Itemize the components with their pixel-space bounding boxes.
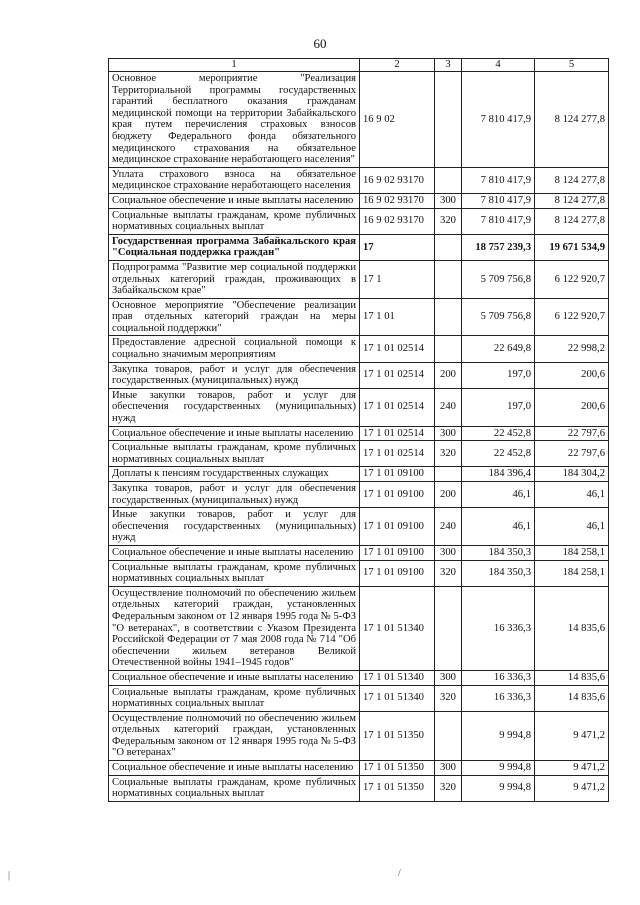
row-amount-cell: 8 124 277,8 [535, 167, 609, 193]
row-name-cell: Основное мероприятие "Обеспечение реализации прав отдельных категорий граждан на меры социальной поддержки" [109, 298, 360, 336]
row-name-cell: Социальное обеспечение и иные выплаты населению [109, 426, 360, 441]
row-code-cell: 17 1 01 51340 [360, 670, 435, 685]
row-code-cell: 17 1 01 02514 [360, 388, 435, 426]
table-row [109, 670, 609, 685]
row-expense-type-cell [435, 72, 462, 168]
table-row [109, 545, 609, 560]
table-row [109, 193, 609, 208]
table-row [109, 761, 609, 776]
table-row [109, 711, 609, 760]
row-amount-cell: 9 471,2 [535, 761, 609, 776]
row-expense-type-cell [435, 711, 462, 760]
row-amount-cell: 184 304,2 [535, 467, 609, 482]
row-name-cell: Социальные выплаты гражданам, кроме публичных нормативных социальных выплат [109, 441, 360, 467]
row-name-cell: Доплаты к пенсиям государственных служащих [109, 467, 360, 482]
row-code-cell: 17 1 01 09100 [360, 545, 435, 560]
row-amount-cell: 200,6 [535, 362, 609, 388]
row-name-cell: Социальные выплаты гражданам, кроме публичных нормативных социальных выплат [109, 208, 360, 234]
row-amount-cell: 7 810 417,9 [462, 193, 535, 208]
row-amount-cell: 6 122 920,7 [535, 260, 609, 298]
row-expense-type-cell [435, 336, 462, 362]
row-code-cell: 17 1 01 51350 [360, 711, 435, 760]
row-amount-cell: 184 396,4 [462, 467, 535, 482]
row-amount-cell: 5 709 756,8 [462, 298, 535, 336]
row-code-cell: 17 1 01 09100 [360, 560, 435, 586]
row-expense-type-cell: 300 [435, 426, 462, 441]
row-expense-type-cell: 300 [435, 545, 462, 560]
row-amount-cell: 19 671 534,9 [535, 234, 609, 260]
row-name-cell: Социальное обеспечение и иные выплаты населению [109, 761, 360, 776]
row-amount-cell: 7 810 417,9 [462, 72, 535, 168]
row-expense-type-cell [435, 467, 462, 482]
row-expense-type-cell [435, 260, 462, 298]
row-name-cell: Социальные выплаты гражданам, кроме публичных нормативных социальных выплат [109, 685, 360, 711]
page-number: 60 [313, 36, 327, 51]
row-expense-type-cell: 320 [435, 208, 462, 234]
table-row [109, 482, 609, 508]
row-expense-type-cell: 320 [435, 441, 462, 467]
row-amount-cell: 14 835,6 [535, 685, 609, 711]
row-code-cell: 17 [360, 234, 435, 260]
table-row [109, 685, 609, 711]
row-name-cell: Предоставление адресной социальной помощи к социально значимым мероприятиям [109, 336, 360, 362]
row-name-cell: Социальное обеспечение и иные выплаты населению [109, 670, 360, 685]
row-amount-cell: 5 709 756,8 [462, 260, 535, 298]
row-code-cell: 17 1 01 09100 [360, 467, 435, 482]
table-row [109, 260, 609, 298]
row-code-cell: 17 1 01 09100 [360, 508, 435, 546]
row-amount-cell: 9 994,8 [462, 775, 535, 801]
row-amount-cell: 184 350,3 [462, 545, 535, 560]
row-name-cell: Закупка товаров, работ и услуг для обеспечения государственных (муниципальных) нужд [109, 362, 360, 388]
row-amount-cell: 8 124 277,8 [535, 208, 609, 234]
row-code-cell: 17 1 01 02514 [360, 362, 435, 388]
row-expense-type-cell: 300 [435, 193, 462, 208]
row-amount-cell: 22 797,6 [535, 441, 609, 467]
row-code-cell: 17 1 01 51340 [360, 685, 435, 711]
row-amount-cell: 22 452,8 [462, 441, 535, 467]
row-expense-type-cell: 200 [435, 482, 462, 508]
table-row [109, 426, 609, 441]
row-expense-type-cell: 200 [435, 362, 462, 388]
row-code-cell: 17 1 [360, 260, 435, 298]
row-expense-type-cell [435, 586, 462, 670]
table-row [109, 167, 609, 193]
row-expense-type-cell: 300 [435, 670, 462, 685]
column-header: 1 [109, 59, 360, 72]
row-expense-type-cell [435, 234, 462, 260]
row-name-cell: Закупка товаров, работ и услуг для обеспечения государственных (муниципальных) нужд [109, 482, 360, 508]
row-amount-cell: 7 810 417,9 [462, 208, 535, 234]
row-code-cell: 17 1 01 02514 [360, 336, 435, 362]
row-code-cell: 16 9 02 93170 [360, 193, 435, 208]
table-row [109, 298, 609, 336]
budget-table [108, 58, 609, 802]
table-row [109, 362, 609, 388]
row-code-cell: 17 1 01 09100 [360, 482, 435, 508]
row-name-cell: Социальные выплаты гражданам, кроме публичных нормативных социальных выплат [109, 775, 360, 801]
table-row [109, 775, 609, 801]
row-expense-type-cell: 240 [435, 508, 462, 546]
row-name-cell: Подпрограмма "Развитие мер социальной поддержки отдельных категорий граждан, проживающих в Забайкальском крае" [109, 260, 360, 298]
row-name-cell: Основное мероприятие "Реализация Территориальной программы государственных гарантий бесплатного оказания гражданам медицинской помощи на территории Забайкальского края путем перечисления страховых взносов бюджету Федерального фонда обязательного медицинского страхования на обязательное медицинское страхование неработающего населения" [109, 72, 360, 168]
row-amount-cell: 14 835,6 [535, 586, 609, 670]
row-name-cell: Иные закупки товаров, работ и услуг для обеспечения государственных (муниципальных) нужд [109, 508, 360, 546]
row-code-cell: 16 9 02 93170 [360, 208, 435, 234]
row-expense-type-cell: 320 [435, 560, 462, 586]
table-row [109, 508, 609, 546]
row-name-cell: Социальное обеспечение и иные выплаты населению [109, 545, 360, 560]
row-name-cell: Осуществление полномочий по обеспечению жильем отдельных категорий граждан, установленных Федеральным законом от 12 января 1995 года № 5-ФЗ "О ветеранах", в соответствии с Указом Президента Российской Федерации от 7 мая 2008 года № 714 "Об обеспечении жильем ветеранов Великой Отечественной войны 1941–1945 годов" [109, 586, 360, 670]
row-code-cell: 16 9 02 [360, 72, 435, 168]
row-amount-cell: 46,1 [535, 482, 609, 508]
row-name-cell: Иные закупки товаров, работ и услуг для обеспечения государственных (муниципальных) нужд [109, 388, 360, 426]
table-row [109, 208, 609, 234]
row-name-cell: Осуществление полномочий по обеспечению жильем отдельных категорий граждан, установленных Федеральным законом от 12 января 1995 года № 5-ФЗ "О ветеранах" [109, 711, 360, 760]
scan-mark: / [398, 868, 401, 879]
row-amount-cell: 197,0 [462, 388, 535, 426]
row-amount-cell: 184 258,1 [535, 560, 609, 586]
row-amount-cell: 22 649,8 [462, 336, 535, 362]
scan-mark: | [8, 870, 11, 881]
row-amount-cell: 22 998,2 [535, 336, 609, 362]
row-expense-type-cell: 300 [435, 761, 462, 776]
column-header: 2 [360, 59, 435, 72]
row-code-cell: 16 9 02 93170 [360, 167, 435, 193]
row-amount-cell: 9 471,2 [535, 711, 609, 760]
row-amount-cell: 46,1 [535, 508, 609, 546]
row-code-cell: 17 1 01 [360, 298, 435, 336]
row-code-cell: 17 1 01 51350 [360, 775, 435, 801]
row-amount-cell: 8 124 277,8 [535, 193, 609, 208]
column-header: 4 [462, 59, 535, 72]
row-amount-cell: 14 835,6 [535, 670, 609, 685]
table-row [109, 560, 609, 586]
row-amount-cell: 9 471,2 [535, 775, 609, 801]
row-amount-cell: 46,1 [462, 482, 535, 508]
row-name-cell: Социальное обеспечение и иные выплаты населению [109, 193, 360, 208]
row-amount-cell: 22 797,6 [535, 426, 609, 441]
row-expense-type-cell: 320 [435, 775, 462, 801]
row-amount-cell: 16 336,3 [462, 685, 535, 711]
row-amount-cell: 46,1 [462, 508, 535, 546]
row-amount-cell: 22 452,8 [462, 426, 535, 441]
row-expense-type-cell [435, 298, 462, 336]
table-row [109, 388, 609, 426]
column-header: 5 [535, 59, 609, 72]
row-expense-type-cell: 240 [435, 388, 462, 426]
table-row [109, 441, 609, 467]
column-header: 3 [435, 59, 462, 72]
table-row [109, 467, 609, 482]
row-amount-cell: 7 810 417,9 [462, 167, 535, 193]
row-amount-cell: 200,6 [535, 388, 609, 426]
row-expense-type-cell [435, 167, 462, 193]
row-amount-cell: 18 757 239,3 [462, 234, 535, 260]
row-amount-cell: 9 994,8 [462, 711, 535, 760]
row-code-cell: 17 1 01 51350 [360, 761, 435, 776]
row-amount-cell: 184 258,1 [535, 545, 609, 560]
row-code-cell: 17 1 01 02514 [360, 441, 435, 467]
row-name-cell: Социальные выплаты гражданам, кроме публичных нормативных социальных выплат [109, 560, 360, 586]
table-body [109, 72, 609, 802]
row-name-cell: Государственная программа Забайкальского края "Социальная поддержка граждан" [109, 234, 360, 260]
table-header-row [109, 59, 609, 72]
row-amount-cell: 6 122 920,7 [535, 298, 609, 336]
row-amount-cell: 197,0 [462, 362, 535, 388]
row-amount-cell: 9 994,8 [462, 761, 535, 776]
row-amount-cell: 184 350,3 [462, 560, 535, 586]
table-row [109, 234, 609, 260]
row-name-cell: Уплата страхового взноса на обязательное медицинское страхование неработающего населения [109, 167, 360, 193]
row-expense-type-cell: 320 [435, 685, 462, 711]
row-amount-cell: 16 336,3 [462, 670, 535, 685]
row-code-cell: 17 1 01 02514 [360, 426, 435, 441]
row-amount-cell: 8 124 277,8 [535, 72, 609, 168]
table-row [109, 586, 609, 670]
table-row [109, 72, 609, 168]
table-row [109, 336, 609, 362]
row-amount-cell: 16 336,3 [462, 586, 535, 670]
row-code-cell: 17 1 01 51340 [360, 586, 435, 670]
